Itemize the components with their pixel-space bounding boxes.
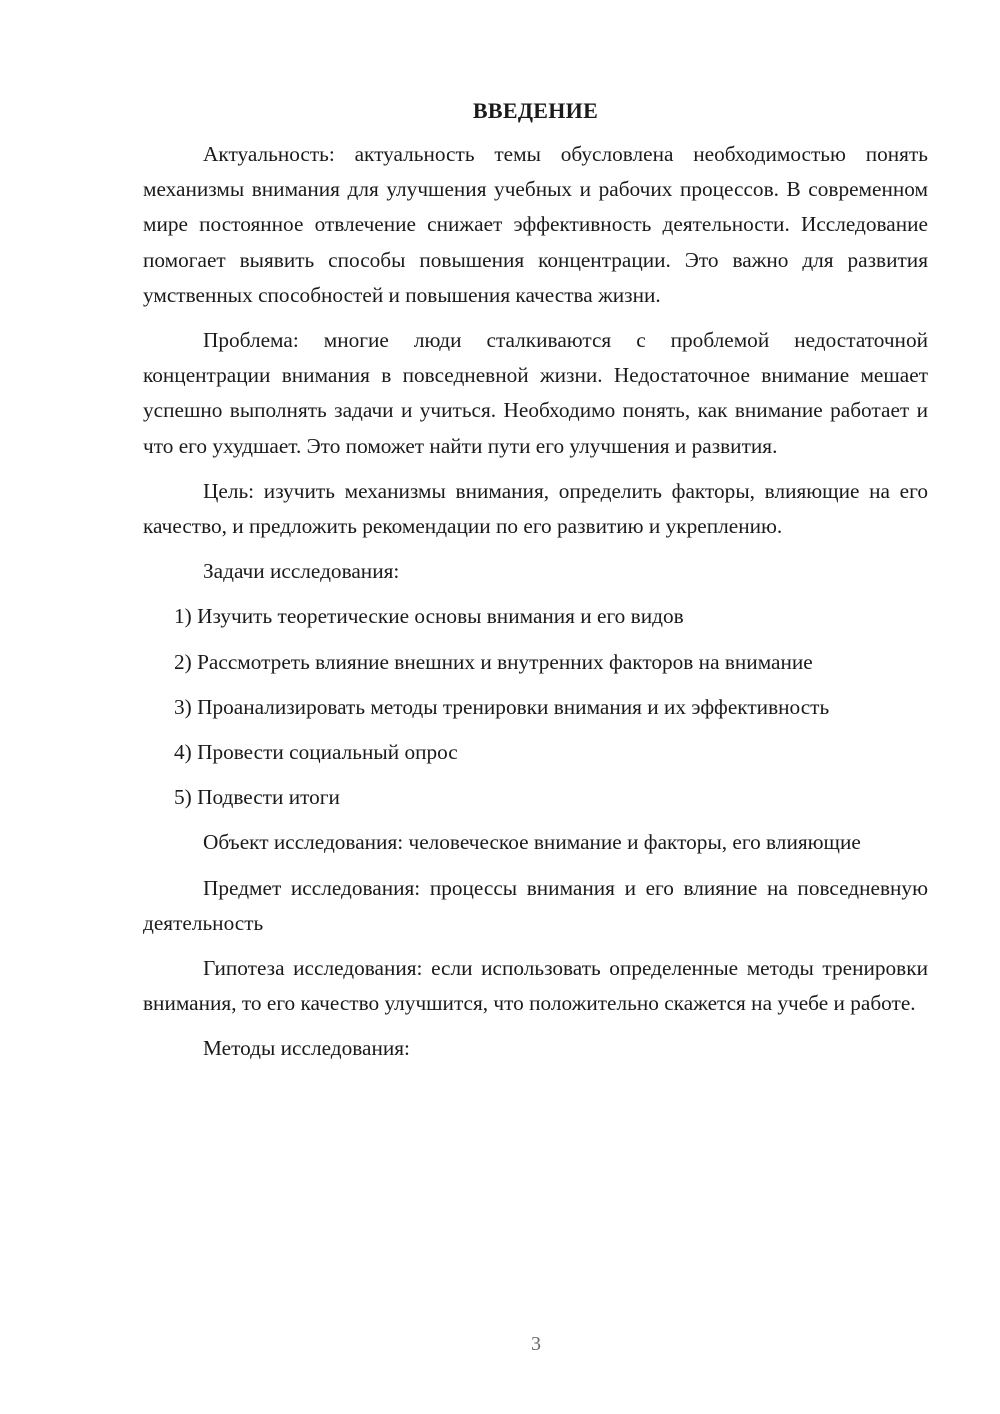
paragraph-relevance: Актуальность: актуальность темы обусловлена необходимостью понять механизмы внимания для улучшения учебных и рабочих процессов. В современном мире постоянное отвлечение снижает эффективность деятельности. Исследование помогает выявить способы повышения концентрации. Это важно для развития умственных способностей и повышения качества жизни. — [143, 142, 928, 307]
paragraph-problem: Проблема: многие люди сталкиваются с проблемой недостаточной концентрации внимания в повседневной жизни. Недостаточное внимание мешает успешно выполнять задачи и учиться. Необходимо понять, как внимание работает и что его ухудшает. Это поможет найти пути его улучшения и развития. — [143, 328, 928, 458]
document-page — [143, 95, 928, 1077]
paragraph-subject: Предмет исследования: процессы внимания и его влияние на повседневную деятельность — [143, 875, 928, 935]
page-number: 3 — [531, 1333, 541, 1355]
paragraph-goal: Цель: изучить механизмы внимания, определить факторы, влияющие на его качество, и предложить рекомендации по его развитию и укреплению. — [143, 478, 928, 539]
list-item: 1) Изучить теоретические основы внимания и его видов — [174, 604, 684, 629]
page-title: ВВЕДЕНИЕ — [472, 98, 599, 123]
methods-heading: Методы исследования: — [203, 1036, 410, 1061]
paragraph-object: Объект исследования: человеческое внимание и факторы, его влияющие — [203, 830, 861, 855]
list-item: 3) Проанализировать методы тренировки внимания и их эффективность — [174, 694, 830, 719]
list-item: 4) Провести социальный опрос — [174, 740, 458, 765]
list-item: 2) Рассмотреть влияние внешних и внутренних факторов на внимание — [174, 649, 813, 674]
list-item: 5) Подвести итоги — [174, 785, 340, 810]
paragraph-hypothesis: Гипотеза исследования: если использовать определенные методы тренировки внимания, то его качество улучшится, что положительно скажется на учебе и работе. — [143, 956, 928, 1016]
tasks-list — [143, 599, 928, 815]
tasks-heading: Задачи исследования: — [203, 559, 400, 584]
